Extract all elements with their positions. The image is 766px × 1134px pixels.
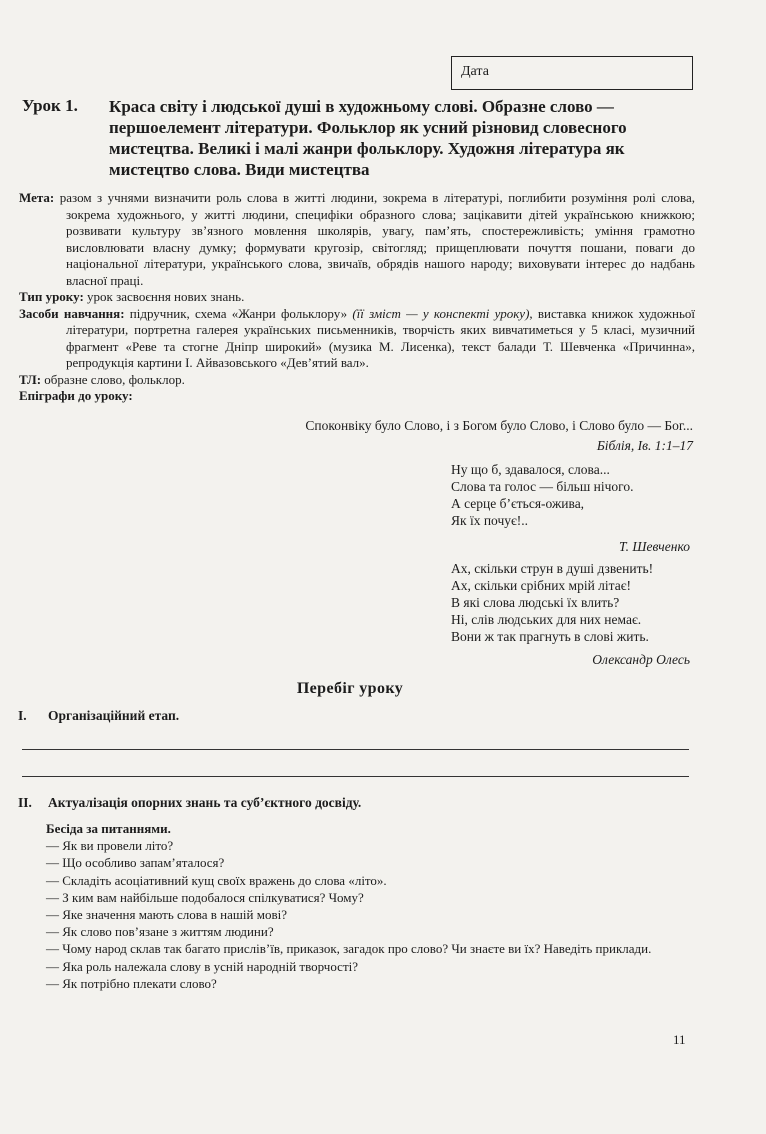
lesson-header — [22, 96, 702, 180]
epigraph-bible-source: Біблія, Ів. 1:1–17 — [596, 438, 693, 453]
tl-label: ТЛ: — [19, 371, 42, 387]
question-item: — Що особливо запам’яталося? — [46, 855, 225, 871]
section-1-title: Організаційний етап. — [48, 708, 180, 723]
poem-line: Слова та голос — більш нічого. — [451, 479, 634, 494]
section-1-heading — [18, 708, 179, 724]
poem-author-oles: Олександр Олесь — [592, 652, 690, 667]
question-item: — З ким вам найбільше подобалося спілкуватися? Чому? — [46, 889, 364, 905]
goal-text: разом з учнями визначити роль слова в житті людини, зокрема в літературі, поглибити розуміння ролі слова, зокрема художнього, у житті людини, специфіки образного слова; зацікавити дітей українською книжкою; розвивати культуру зв’язного мовлення школярів, увагу, пам’ять, спостережливість; уміння грамотно висловлювати власну думку; формувати кругозір, світогляд; прищеплювати почуття пошани, поваги до національної літератури, українського слова, звичаїв, обрядів нашого народу; виховувати інтерес до надбань власної праці. — [59, 190, 695, 288]
tl-paragraph — [19, 372, 695, 389]
type-label: Тип уроку: — [19, 289, 84, 304]
poem-line: Ні, слів людських для них немає. — [451, 612, 642, 627]
epigraph-poem-oles — [451, 560, 653, 645]
section-1-number: I. — [18, 708, 27, 723]
poem-line: Ну що б, здавалося, слова... — [451, 462, 610, 477]
section-2-heading — [18, 795, 361, 811]
tools-italic: (її зміст — у конспекті уроку) — [352, 305, 530, 321]
poem-line: В які слова людські їх влить? — [451, 595, 620, 610]
questions-block — [18, 820, 690, 992]
question-item: — Як слово пов’язане з життям людини? — [46, 924, 274, 940]
section-2-number: II. — [18, 795, 32, 810]
epigraphs-label: Епіграфи до уроку: — [19, 388, 133, 403]
lesson-number: Урок 1. — [22, 96, 78, 115]
epigraph-poem-shevchenko — [451, 461, 633, 529]
poem-line: Як їх почує!.. — [451, 513, 529, 528]
question-item: — Чому народ склав так багато прислів’їв, приказок, загадок про слово? Чи знаєте ви їх? Наведіть приклади. — [46, 941, 652, 957]
tools-text-1: підручник, схема «Жанри фольклору» — [129, 305, 348, 321]
tools-label: Засоби навчання: — [19, 305, 125, 321]
epigraph-bible — [305, 418, 693, 454]
question-item: — Як потрібно плекати слово? — [46, 975, 217, 991]
section-2-title: Актуалізація опорних знань та суб’єктного досвіду. — [48, 795, 362, 810]
poem-line: Вони ж так прагнуть в слові жить. — [451, 629, 649, 644]
type-text: урок засвоєння нових знань. — [87, 289, 245, 304]
epigraph-bible-text: Споконвіку було Слово, і з Богом було Слово, і Слово було — Бог... — [305, 418, 693, 433]
poem-author-shevchenko: Т. Шевченко — [618, 539, 690, 554]
writing-line — [22, 776, 689, 777]
goal-label: Мета: — [19, 190, 55, 205]
question-item: — Яке значення мають слова в нашій мові? — [46, 907, 287, 923]
poem-line: Ах, скільки срібних мрій літає! — [451, 578, 632, 593]
question-item: — Як ви провели літо? — [46, 838, 174, 854]
type-paragraph — [19, 289, 695, 306]
lesson-meta — [19, 190, 695, 405]
lesson-title: Краса світу і людської душі в художньому слові. Образне слово — першоелемент літератури. Фольклор як усний різновид словесного мистецтва. Великі і малі жанри фольклору. Художня література як мистецтво слова. Види мистецтва — [109, 97, 627, 179]
conversation-heading: Бесіда за питаннями. — [46, 821, 171, 836]
poem-line: Ах, скільки струн в душі дзвенить! — [451, 561, 654, 576]
date-field: Дата — [451, 56, 693, 90]
writing-line — [22, 749, 689, 750]
course-title: Перебіг уроку — [296, 680, 404, 697]
page-number: 11 — [673, 1032, 686, 1047]
question-item: — Яка роль належала слову в усній народній творчості? — [46, 958, 359, 974]
goal-paragraph — [19, 190, 695, 289]
poem-line: А серце б’ється-ожива, — [451, 496, 585, 511]
tools-paragraph — [19, 306, 695, 372]
tl-text: образне слово, фольклор. — [44, 371, 185, 387]
tools-text-2: , виставка книжок художньої літератури, портретна галерея українських письменників, творчість яких вивчатиметься у 5 класі, музичний фрагмент «Реве та стогне Дніпр широкий» (музика М. Лисенка), текст балади Т. Шевченка «Причинна», репродукція картини І. Айвазовського «Дев’ятий вал». — [66, 305, 695, 370]
question-item: — Складіть асоціативний кущ своїх вражень до слова «літо». — [46, 872, 387, 888]
